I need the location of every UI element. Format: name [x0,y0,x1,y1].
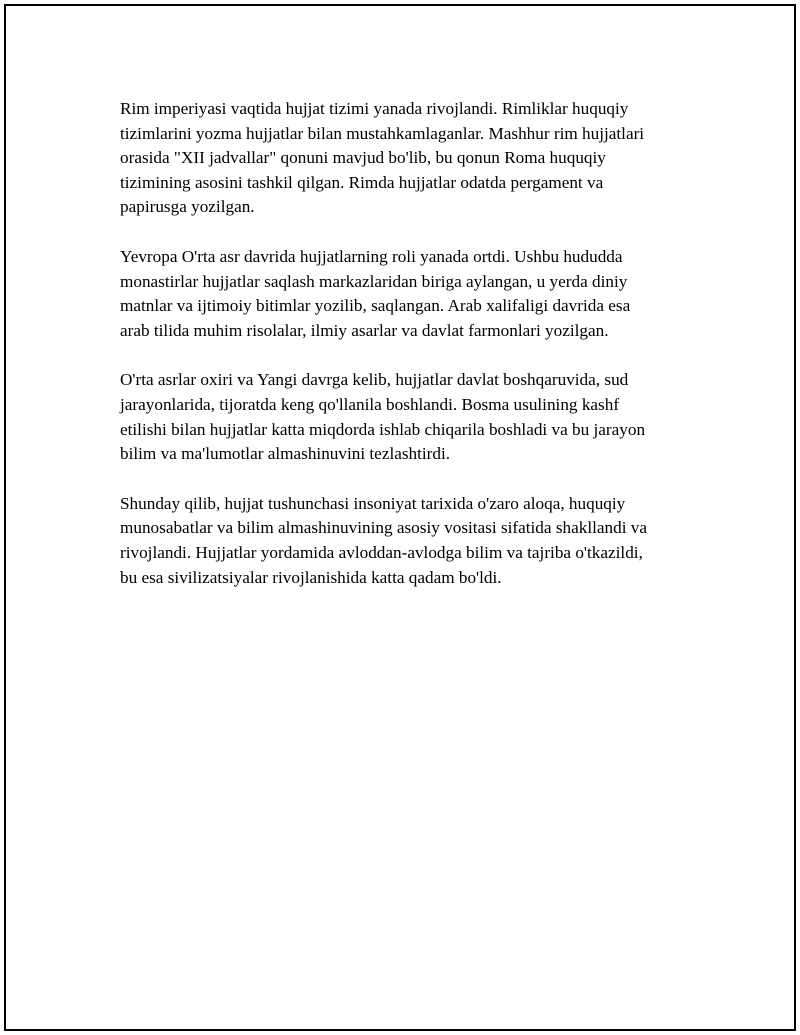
text-line: O'rta asrlar oxiri va Yangi davrga kelib, hujjatlar davlat boshqaruvida, sud [120,370,629,390]
text-line: Rim imperiyasi vaqtida hujjat tizimi yanada rivojlandi. Rimliklar huquqiy [120,99,629,118]
text-line: rivojlandi. Hujjatlar yordamida avloddan-avlodga bilim va tajriba o'tkazildi, [120,542,643,562]
text-line: matnlar va ijtimoiy bitimlar yozilib, saqlangan. Arab xalifaligi davrida esa [120,296,631,316]
document-body [120,97,710,615]
text-line: bu esa sivilizatsiyalar rivojlanishida katta qadam bo'ldi. [120,567,502,587]
text-line: tizimlarini yozma hujjatlar bilan mustahkamlaganlar. Mashhur rim hujjatlari [120,123,645,143]
text-line: bilim va ma'lumotlar almashinuvini tezlashtirdi. [120,444,451,464]
text-line: arab tilida muhim risolalar, ilmiy asarlar va davlat farmonlari yozilgan. [120,320,609,340]
text-line: jarayonlarida, tijoratda keng qo'llanila boshlandi. Bosma usulining kashf [120,394,620,414]
text-line: Yevropa O'rta asr davrida hujjatlarning roli yanada ortdi. Ushbu hududda [120,246,623,266]
paragraph [120,368,710,466]
paragraph [120,97,710,220]
text-line: orasida "XII jadvallar" qonuni mavjud bo'lib, bu qonun Roma huquqiy [120,148,606,168]
paragraph [120,492,710,590]
text-line: etilishi bilan hujjatlar katta miqdorda ishlab chiqarila boshladi va bu jarayon [120,419,646,439]
text-line: Shunday qilib, hujjat tushunchasi insoniyat tarixida o'zaro aloqa, huquqiy [120,493,626,513]
text-line: munosabatlar va bilim almashinuvining asosiy vositasi sifatida shakllandi va [120,518,647,538]
paragraph [120,245,710,343]
text-line: tizimining asosini tashkil qilgan. Rimda hujjatlar odatda pergament va [120,172,604,192]
text-line: monastirlar hujjatlar saqlash markazlaridan biriga aylangan, u yerda diniy [120,271,628,291]
text-line: papirusga yozilgan. [120,197,255,217]
document-page [4,4,796,1031]
